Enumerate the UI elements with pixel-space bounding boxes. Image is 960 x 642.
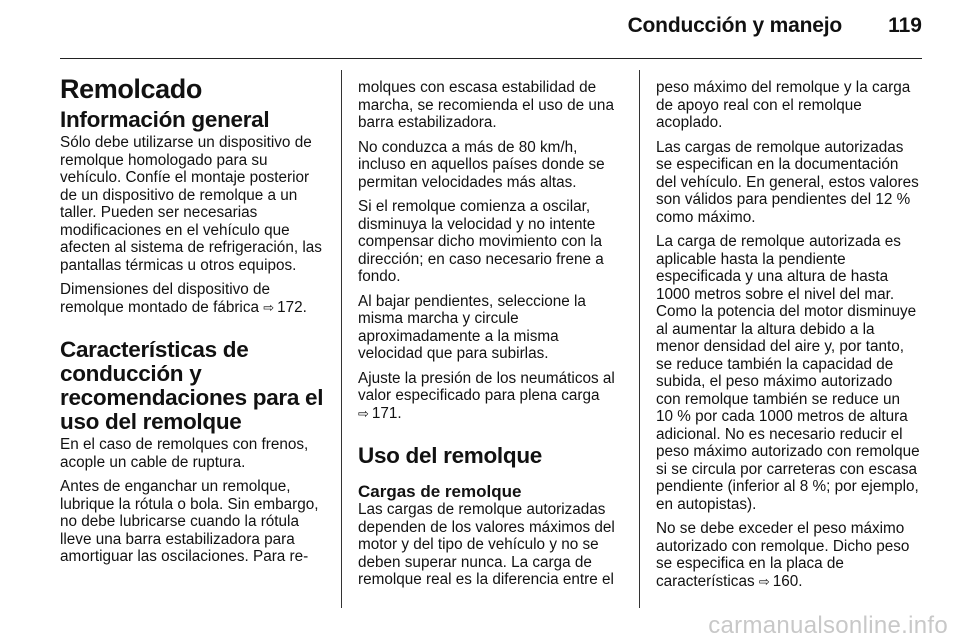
paragraph-text: Dimensiones del dispositivo de remolque montado de fábrica (60, 281, 271, 316)
page-number: 119 (888, 14, 922, 37)
paragraph (358, 370, 622, 423)
heading-caracteristicas-conduccion: Características de conducción y recomendaciones para el uso del remolque (60, 337, 324, 434)
column-2 (358, 79, 622, 596)
column-divider (639, 70, 640, 608)
paragraph: Las cargas de remolque autorizadas dependen de los valores máximos del motor y del tipo de vehículo y no se deben superar nunca. La carga de remolque real es la diferencia entre el (358, 501, 615, 588)
watermark: carmanualsonline.info (708, 612, 948, 639)
paragraph (60, 281, 324, 316)
paragraph: La carga de remolque autorizada es aplicable hasta la pendiente especificada y una altura de hasta 1000 metros sobre el nivel del mar. Como la potencia del motor disminuye al aumentar la altura debido a la menor densidad del aire y, por tanto, se reduce también la capacidad de subida, el peso máximo autorizado con remolque también se reduce un 10 % por cada 1000 metros de altura adicional. No es necesario reducir el peso máximo autorizado con remolque si se circula por carreteras con escasa pendiente (inferior al 8 %; por ejemplo, en autopistas). (656, 233, 920, 513)
heading-cargas-de-remolque: Cargas de remolque (358, 482, 522, 501)
reference-page: 160. (772, 572, 803, 590)
paragraph: molques con escasa estabilidad de marcha, se recomienda el uso de una barra estabilizadora. (358, 79, 614, 131)
arrow-reference-icon: ⇨ (358, 405, 369, 421)
paragraph: Antes de enganchar un remolque, lubrique la rótula o bola. Sin embargo, no debe lubricarse cuando la rótula lleve una barra estabilizadora para amortiguar las oscilaciones. Para re- (60, 478, 319, 565)
heading-informacion-general: Información general (60, 107, 270, 132)
paragraph: No conduzca a más de 80 km/h, incluso en aquellos países donde se permitan velocidades más altas. (358, 138, 605, 191)
page-reference-link[interactable] (759, 573, 803, 590)
header-rule (60, 58, 922, 59)
reference-page: 171. (371, 404, 402, 422)
paragraph: peso máximo del remolque y la carga de apoyo real con el remolque acoplado. (656, 79, 911, 131)
page-reference-link[interactable] (358, 405, 402, 422)
paragraph-text: No se debe exceder el peso máximo autorizado con remolque. Dicho peso se especifica en la placa de características (656, 520, 910, 590)
paragraph: Sólo debe utilizarse un dispositivo de remolque homologado para su vehículo. Confíe el montaje posterior de un dispositivo de remolque a un taller. Pueden ser necesarias modificaciones en el vehículo que afecten al sistema de refrigeración, las pantallas térmicas u otros equipos. (60, 134, 322, 274)
arrow-reference-icon: ⇨ (758, 573, 770, 589)
column-1 (60, 72, 324, 573)
heading-uso-del-remolque: Uso del remolque (358, 443, 542, 468)
page-header-title: Conducción y manejo (627, 14, 842, 37)
paragraph: Las cargas de remolque autorizadas se especifican en la documentación del vehículo. En general, estos valores son válidos para pendientes del 12 % como máximo. (656, 138, 919, 226)
paragraph (656, 520, 920, 590)
paragraph: Al bajar pendientes, seleccione la misma marcha y circule aproximadamente a la misma velocidad que para subirlas. (358, 292, 586, 362)
arrow-reference-icon: ⇨ (263, 299, 275, 315)
paragraph: En el caso de remolques con frenos, acople un cable de ruptura. (60, 436, 309, 471)
paragraph: Si el remolque comienza a oscilar, disminuya la velocidad y no intente compensar dicho movimiento con la dirección; en caso necesario frene a fondo. (358, 198, 604, 285)
section-title-remolcado: Remolcado (60, 74, 202, 104)
column-3 (656, 79, 920, 597)
page-reference-link[interactable] (263, 299, 307, 316)
reference-page: 172. (277, 298, 307, 316)
paragraph-text: Ajuste la presión de los neumáticos al valor especificado para plena carga (358, 369, 615, 404)
column-divider (341, 70, 342, 608)
